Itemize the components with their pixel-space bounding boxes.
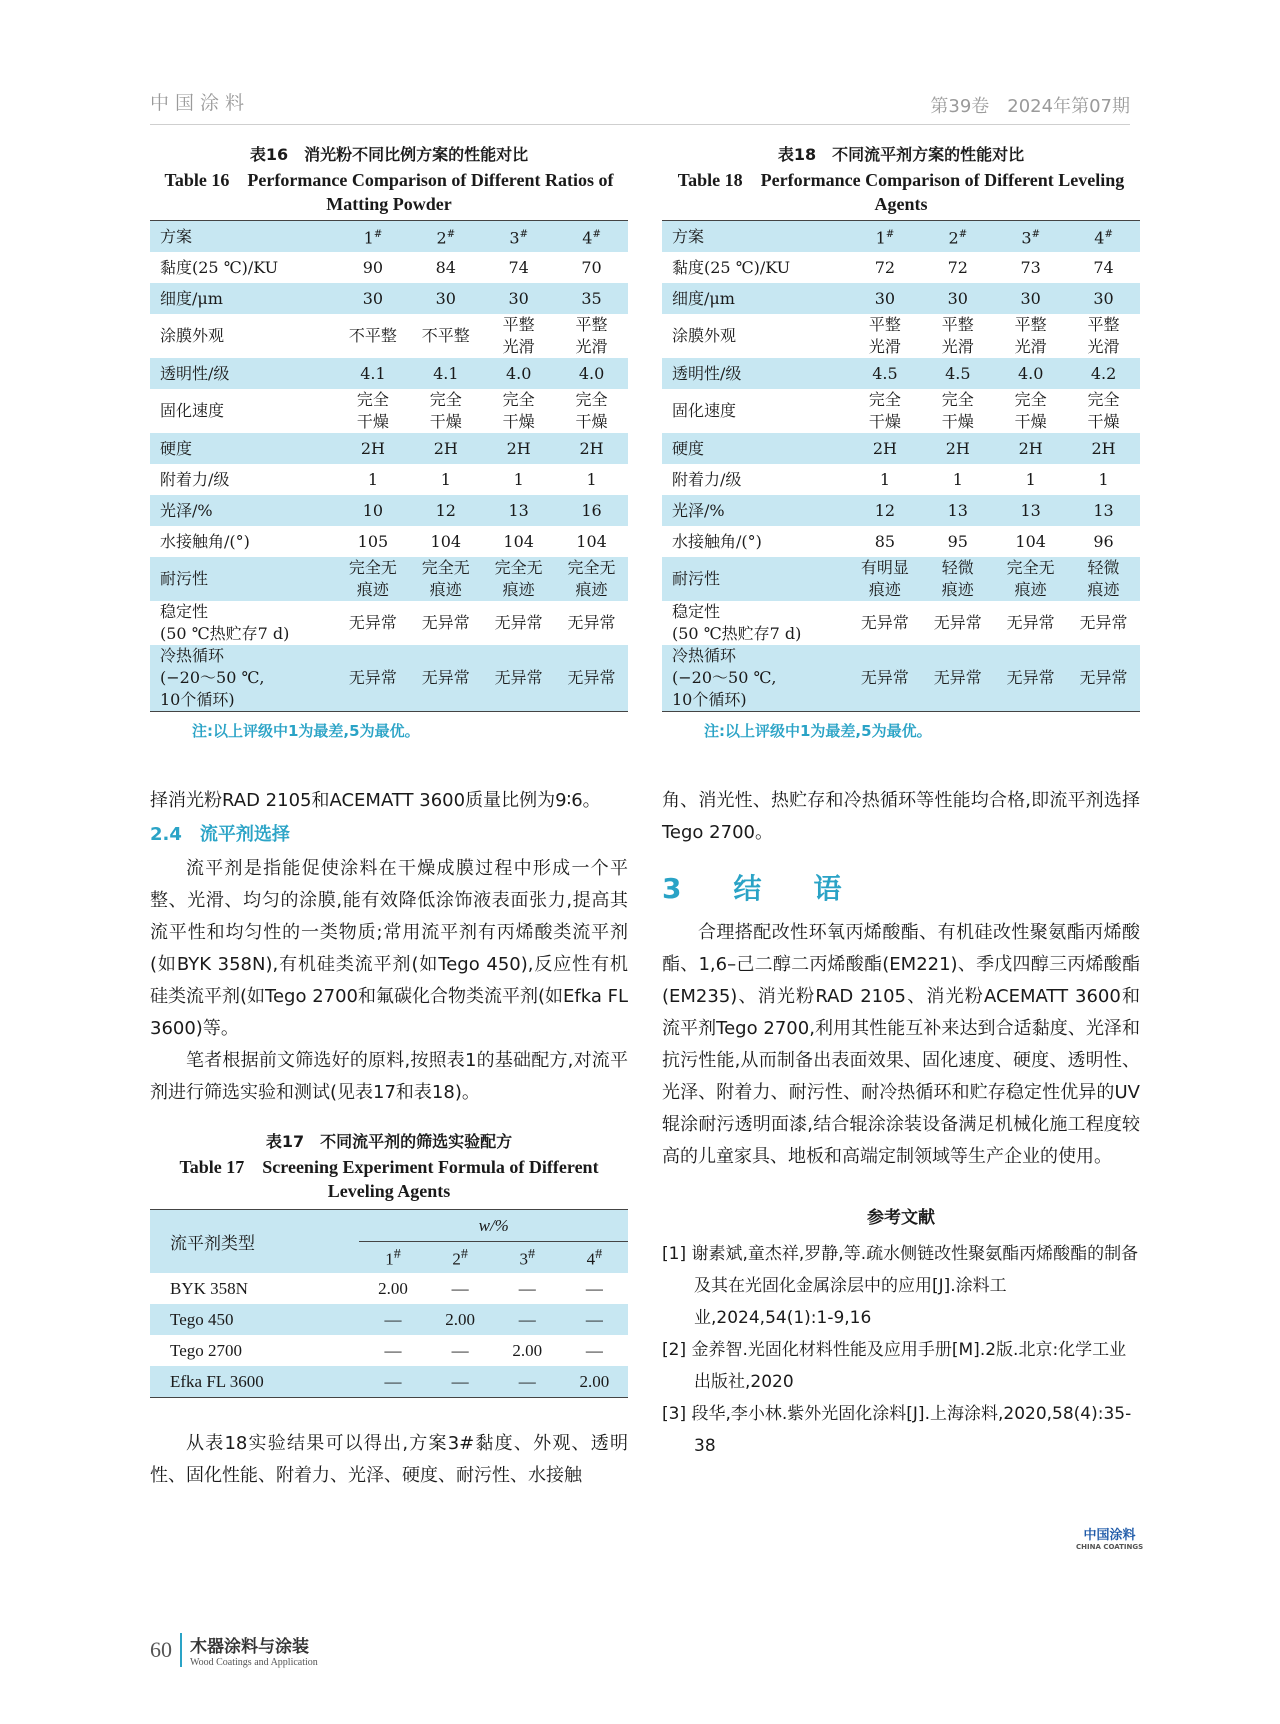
table17-caption [150, 1129, 628, 1203]
row-label: 耐污性 [160, 569, 209, 588]
footer-journal-en: Wood Coatings and Application [190, 1657, 318, 1668]
table-cell: 30 [1093, 288, 1114, 308]
table-cell: 轻微 痕迹 [1087, 558, 1120, 599]
references-title: 参考文献 [867, 1208, 935, 1228]
table-cell: 无异常 [567, 613, 616, 632]
table-row [662, 283, 1140, 314]
table-row [150, 1335, 628, 1366]
table16-caption-cn: 表16 消光粉不同比例方案的性能对比 [249, 145, 529, 164]
table-cell: 不平整 [421, 326, 470, 345]
table-cell: 完全无 痕迹 [494, 558, 543, 599]
footer-journal [190, 1632, 318, 1668]
table-cell: 2.00 [579, 1371, 610, 1391]
reference-item: [1] 谢素斌,童杰祥,罗静,等.疏水侧链改性聚氨酯丙烯酸酯的制备及其在光固化金属涂层中的应用[J].涂料工业,2024,54(1):1-9,16 [662, 1244, 1139, 1328]
table-cell: 完全 干燥 [575, 390, 608, 431]
footer-journal-cn: 木器涂料与涂装 [190, 1637, 309, 1657]
table-header-row [662, 221, 1140, 253]
table-cell: 30 [362, 288, 384, 308]
table-cell: 2H [506, 438, 531, 458]
table18 [662, 220, 1140, 712]
table17 [150, 1209, 628, 1398]
table-cell: 4.0 [505, 363, 532, 383]
table-row [150, 1304, 628, 1335]
table-cell: 2.00 [378, 1278, 408, 1298]
table-cell: — [585, 1340, 603, 1360]
scheme-mark: # [373, 228, 383, 240]
row-label: 水接触角/(°) [160, 531, 250, 551]
scheme-number: 3 [519, 1249, 528, 1269]
table-cell: 1 [952, 469, 963, 489]
table-cell: 无异常 [348, 613, 397, 632]
table-cell: 4.2 [1090, 363, 1117, 383]
row-label: 固化速度 [160, 401, 225, 420]
conclusion-paragraph: 合理搭配改性环氧丙烯酸酯、有机硅改性聚氨酯丙烯酸酯、1,6–己二醇二丙烯酸酯(EM221)、季戊四醇三丙烯酸酯(EM235)、消光粉RAD 2105、消光粉ACEMATT 3600和流平剂Tego 2700,利用其性能互补来达到合适黏度、光泽和抗污性能,从而制备出表面效果、固化速度、硬度、透明性、光泽、附着力、耐污性、耐冷热循环和贮存稳定性优异的UV辊涂耐污透明面漆,结合辊涂涂装设备满足机械化施工程度较高的儿童家具、地板和高端定制领域等生产企业的使用。 [662, 922, 1140, 1167]
table-cell: — [585, 1278, 603, 1298]
table-row [150, 464, 628, 495]
table-cell: 1 [879, 469, 891, 489]
table-cell: — [518, 1309, 536, 1329]
table18-note: 注:以上评级中1为最差,5为最优。 [704, 722, 932, 740]
table-cell: 30 [947, 288, 968, 308]
scheme-number: 1 [363, 228, 374, 248]
table16-caption [150, 142, 628, 216]
row-label: 冷热循环 (−20～50 ℃, 10个循环) [672, 646, 777, 709]
table-cell: 104 [503, 531, 534, 551]
header-cell [848, 221, 921, 253]
table-row [150, 433, 628, 464]
table16-caption-en: Table 16 Performance Comparison of Different Ratios of Matting Powder [164, 170, 614, 214]
table-cell: 4.0 [578, 363, 605, 383]
table-cell: 1 [513, 469, 524, 489]
right-column [662, 142, 1140, 1462]
table-header-row [150, 1210, 628, 1242]
row-label: 固化速度 [672, 401, 737, 420]
table-cell: 4.0 [1017, 363, 1044, 383]
table-row [150, 645, 628, 712]
table-cell: 完全 干燥 [502, 390, 535, 431]
table-row [150, 1366, 628, 1398]
table-cell: 无异常 [1006, 668, 1055, 687]
table-cell: 2H [1018, 438, 1043, 458]
scheme-mark: # [519, 228, 528, 240]
page-footer [150, 1632, 318, 1668]
table-cell: 2H [360, 438, 385, 458]
row-label: BYK 358N [170, 1278, 248, 1298]
table-cell: — [518, 1278, 536, 1298]
left-paragraph-2: 流平剂是指能促使涂料在干燥成膜过程中形成一个平整、光滑、均匀的涂膜,能有效降低涂饰液表面张力,提高其流平性和均匀性的一类物质;常用流平剂有丙烯酸类流平剂(如BYK 358N),有机硅类流平剂(如Tego 450),反应性有机硅类流平剂(如Tego 2700和氟碳化合物类流平剂(如Efka FL 3600)等。 [150, 858, 628, 1039]
table-cell: 1 [1025, 469, 1036, 489]
scheme-number: 4 [1094, 228, 1105, 248]
reference-item: [2] 金养智.光固化材料性能及应用手册[M].2版.北京:化学工业出版社,2020 [662, 1340, 1127, 1392]
table-row [150, 495, 628, 526]
row-label: 透明性/级 [160, 363, 230, 383]
table-cell: 13 [1093, 500, 1114, 520]
issue-header: 第39卷 2024年第07期 [930, 96, 1130, 117]
table-cell: 74 [1093, 257, 1114, 277]
table-cell: 1 [586, 469, 597, 489]
scheme-mark: # [958, 228, 968, 240]
row-label: 光泽/% [160, 500, 213, 520]
row-label: Tego 2700 [170, 1340, 242, 1360]
table-cell: 完全 干燥 [429, 390, 462, 431]
row-label: Tego 450 [170, 1309, 234, 1329]
header-cell: 方案 [662, 221, 848, 253]
left-paragraph-3: 笔者根据前文筛选好的原料,按照表1的基础配方,对流平剂进行筛选实验和测试(见表17和表18)。 [150, 1050, 628, 1103]
table-cell: 30 [874, 288, 896, 308]
table-row [662, 433, 1140, 464]
scheme-number: 2 [452, 1249, 461, 1269]
table-header-row [150, 221, 628, 253]
table18-caption [662, 142, 1140, 216]
header-cell: 流平剂类型 [170, 1234, 255, 1254]
table-cell: 无异常 [860, 668, 909, 687]
scheme-number: 4 [582, 228, 593, 248]
table-cell: 完全无 痕迹 [421, 558, 470, 599]
row-label: 冷热循环 (−20～50 ℃, 10个循环) [160, 646, 265, 709]
table-cell: 90 [362, 257, 384, 277]
row-label: 水接触角/(°) [672, 531, 762, 551]
row-label: 细度/μm [160, 288, 223, 308]
page-number: 60 [150, 1637, 172, 1662]
table-row [150, 601, 628, 645]
table-cell: 4.5 [872, 363, 898, 383]
table-row [150, 358, 628, 389]
row-label: 耐污性 [672, 569, 721, 588]
table-row [662, 464, 1140, 495]
table-row [150, 314, 628, 358]
table-cell: 13 [947, 500, 968, 520]
table-cell: 无异常 [494, 668, 543, 687]
table-cell: 85 [874, 531, 896, 551]
table-cell: 70 [581, 257, 602, 277]
table-cell: 72 [874, 257, 896, 277]
table-cell: 无异常 [421, 613, 470, 632]
table-cell: — [384, 1340, 402, 1360]
table-cell: 73 [1020, 257, 1041, 277]
table-cell: 1 [1098, 469, 1109, 489]
table-cell: 2H [579, 438, 604, 458]
header-rule [150, 124, 1130, 125]
header-cell [555, 221, 628, 253]
scheme-number: 3 [1021, 228, 1032, 248]
row-label: 黏度(25 ℃)/KU [160, 257, 279, 277]
scheme-number: 4 [586, 1249, 596, 1269]
table-cell: 16 [581, 500, 602, 520]
table-cell: 2H [433, 438, 458, 458]
table-cell: 无异常 [567, 668, 616, 687]
table-cell: 13 [1020, 500, 1041, 520]
table-cell: 12 [435, 500, 456, 520]
table-cell: 无异常 [348, 668, 397, 687]
table-row [662, 495, 1140, 526]
table-cell: 不平整 [348, 326, 397, 345]
row-label: 黏度(25 ℃)/KU [672, 257, 791, 277]
left-paragraph-4: 从表18实验结果可以得出,方案3#黏度、外观、透明性、固化性能、附着力、光泽、硬度、耐污性、水接触 [150, 1433, 628, 1486]
table-cell: 2H [872, 438, 897, 458]
table-cell: 4.5 [945, 363, 971, 383]
table-cell: — [451, 1340, 469, 1360]
table-cell: 84 [435, 257, 456, 277]
header-cell [336, 221, 409, 253]
table-cell: 完全无 痕迹 [567, 558, 616, 599]
header-cell [409, 221, 482, 253]
table-row [662, 358, 1140, 389]
table-cell: — [451, 1278, 469, 1298]
scheme-number: 2 [948, 228, 959, 248]
table-cell: 30 [508, 288, 529, 308]
header-cell [494, 1242, 561, 1274]
section-3-heading: 3 结 语 [662, 872, 854, 905]
table-cell: 30 [435, 288, 456, 308]
left-paragraph-1: 择消光粉RAD 2105和ACEMATT 3600质量比例为9∶6。 [150, 790, 601, 811]
table-cell: 平整 光滑 [1014, 315, 1047, 356]
table-cell: 95 [947, 531, 968, 551]
table-cell: 4.1 [360, 363, 386, 383]
header-cell [427, 1242, 494, 1274]
table-cell: 无异常 [860, 613, 909, 632]
table-row [150, 283, 628, 314]
table-cell: 2H [1091, 438, 1116, 458]
scheme-number: 3 [509, 228, 520, 248]
scheme-mark: # [885, 228, 895, 240]
table-row [150, 1273, 628, 1304]
table-cell: 无异常 [1079, 668, 1128, 687]
table-cell: 2H [945, 438, 970, 458]
table-row [150, 252, 628, 283]
table-cell: 35 [581, 288, 602, 308]
china-coatings-logo [1076, 1524, 1143, 1551]
row-label: 附着力/级 [672, 469, 742, 489]
table-cell: — [451, 1371, 469, 1391]
scheme-number: 2 [436, 228, 447, 248]
journal-header: 中国涂料 [150, 92, 251, 114]
scheme-mark: # [1104, 228, 1113, 240]
table-cell: 完全 干燥 [941, 390, 974, 431]
scheme-mark: # [1031, 228, 1040, 240]
header-cell [482, 221, 555, 253]
table-cell: 完全 干燥 [1087, 390, 1120, 431]
table-row [662, 252, 1140, 283]
table17-caption-en: Table 17 Screening Experiment Formula of Different Leveling Agents [179, 1157, 599, 1201]
table18-caption-cn: 表18 不同流平剂方案的性能对比 [777, 145, 1025, 164]
header-cell [994, 221, 1067, 253]
header-cell [561, 1242, 628, 1274]
table-cell: 104 [430, 531, 462, 551]
table16 [150, 220, 628, 712]
table-row [662, 389, 1140, 433]
table17-caption-cn: 表17 不同流平剂的筛选实验配方 [265, 1132, 513, 1151]
table-cell: 完全 干燥 [868, 390, 901, 431]
table-row [662, 557, 1140, 601]
table-cell: — [384, 1309, 402, 1329]
table-cell: 完全无 痕迹 [348, 558, 397, 599]
table-cell: 96 [1093, 531, 1114, 551]
row-label: 稳定性 (50 ℃热贮存7 d) [160, 602, 290, 643]
scheme-number: 1 [875, 228, 886, 248]
row-label: 透明性/级 [672, 363, 742, 383]
table16-note: 注:以上评级中1为最差,5为最优。 [192, 722, 420, 740]
header-cell [921, 221, 994, 253]
unit-header: w/% [359, 1210, 628, 1242]
table-cell: 74 [508, 257, 529, 277]
table-cell: 4.1 [433, 363, 459, 383]
table-cell: 无异常 [494, 613, 543, 632]
table-cell: — [518, 1371, 536, 1391]
row-label: 硬度 [160, 438, 193, 458]
table-cell: 1 [367, 469, 379, 489]
table-cell: 完全无 痕迹 [1006, 558, 1055, 599]
table-cell: 平整 光滑 [502, 315, 535, 356]
table-row [662, 645, 1140, 712]
table-row [150, 389, 628, 433]
header-cell [1067, 221, 1140, 253]
table-cell: 72 [947, 257, 968, 277]
table-cell: 完全 干燥 [356, 390, 389, 431]
row-label: Efka FL 3600 [170, 1371, 264, 1391]
table-row [662, 601, 1140, 645]
table-row [662, 526, 1140, 557]
row-label: 附着力/级 [160, 469, 230, 489]
footer-divider [180, 1633, 182, 1667]
table-cell: 105 [357, 531, 389, 551]
table-cell: 1 [440, 469, 451, 489]
table-cell: 12 [874, 500, 896, 520]
logo-en: CHINA COATINGS [1076, 1543, 1144, 1551]
table-cell: 104 [576, 531, 607, 551]
table-cell: 13 [508, 500, 529, 520]
table-cell: 无异常 [1006, 613, 1055, 632]
table-row [662, 314, 1140, 358]
scheme-mark: # [446, 228, 456, 240]
table-cell: — [384, 1371, 402, 1391]
row-label: 硬度 [672, 438, 705, 458]
table-row [150, 526, 628, 557]
right-paragraph-1: 角、消光性、热贮存和冷热循环等性能均合格,即流平剂选择Tego 2700。 [662, 790, 1140, 843]
table-cell: 无异常 [421, 668, 470, 687]
table-cell: 平整 光滑 [575, 315, 608, 356]
row-label: 涂膜外观 [160, 326, 225, 345]
table-cell: 10 [362, 500, 384, 520]
scheme-mark: # [592, 228, 601, 240]
table-cell: 2.00 [512, 1340, 543, 1360]
table18-caption-en: Table 18 Performance Comparison of Different Leveling Agents [677, 170, 1125, 214]
scheme-mark: # [460, 1245, 468, 1262]
scheme-mark: # [528, 1245, 536, 1262]
row-label: 细度/μm [672, 288, 735, 308]
table-cell: 无异常 [933, 668, 982, 687]
table-cell: 平整 光滑 [868, 315, 901, 356]
scheme-mark: # [595, 1245, 603, 1262]
table-cell: 无异常 [933, 613, 982, 632]
table-cell: 平整 光滑 [1087, 315, 1120, 356]
table-cell: 30 [1020, 288, 1041, 308]
scheme-mark: # [393, 1245, 401, 1262]
row-label: 涂膜外观 [672, 326, 737, 345]
table-cell: 无异常 [1079, 613, 1128, 632]
row-label: 稳定性 (50 ℃热贮存7 d) [672, 602, 802, 643]
header-cell: 方案 [150, 221, 336, 253]
table-cell: 104 [1015, 531, 1046, 551]
left-column [150, 142, 628, 1492]
table-cell: 2.00 [445, 1309, 476, 1329]
table-cell: — [585, 1309, 603, 1329]
table-cell: 有明显 痕迹 [860, 558, 909, 599]
table-cell: 平整 光滑 [941, 315, 974, 356]
table-cell: 完全 干燥 [1014, 390, 1047, 431]
header-cell [359, 1242, 426, 1274]
logo-cn: 中国涂料 [1083, 1528, 1136, 1543]
scheme-number: 1 [385, 1249, 394, 1269]
table-row [150, 557, 628, 601]
row-label: 光泽/% [672, 500, 725, 520]
section-2-4-heading: 2.4 流平剂选择 [150, 824, 290, 845]
reference-item: [3] 段华,李小林.紫外光固化涂料[J].上海涂料,2020,58(4):35-38 [662, 1404, 1132, 1456]
table-cell: 轻微 痕迹 [941, 558, 974, 599]
